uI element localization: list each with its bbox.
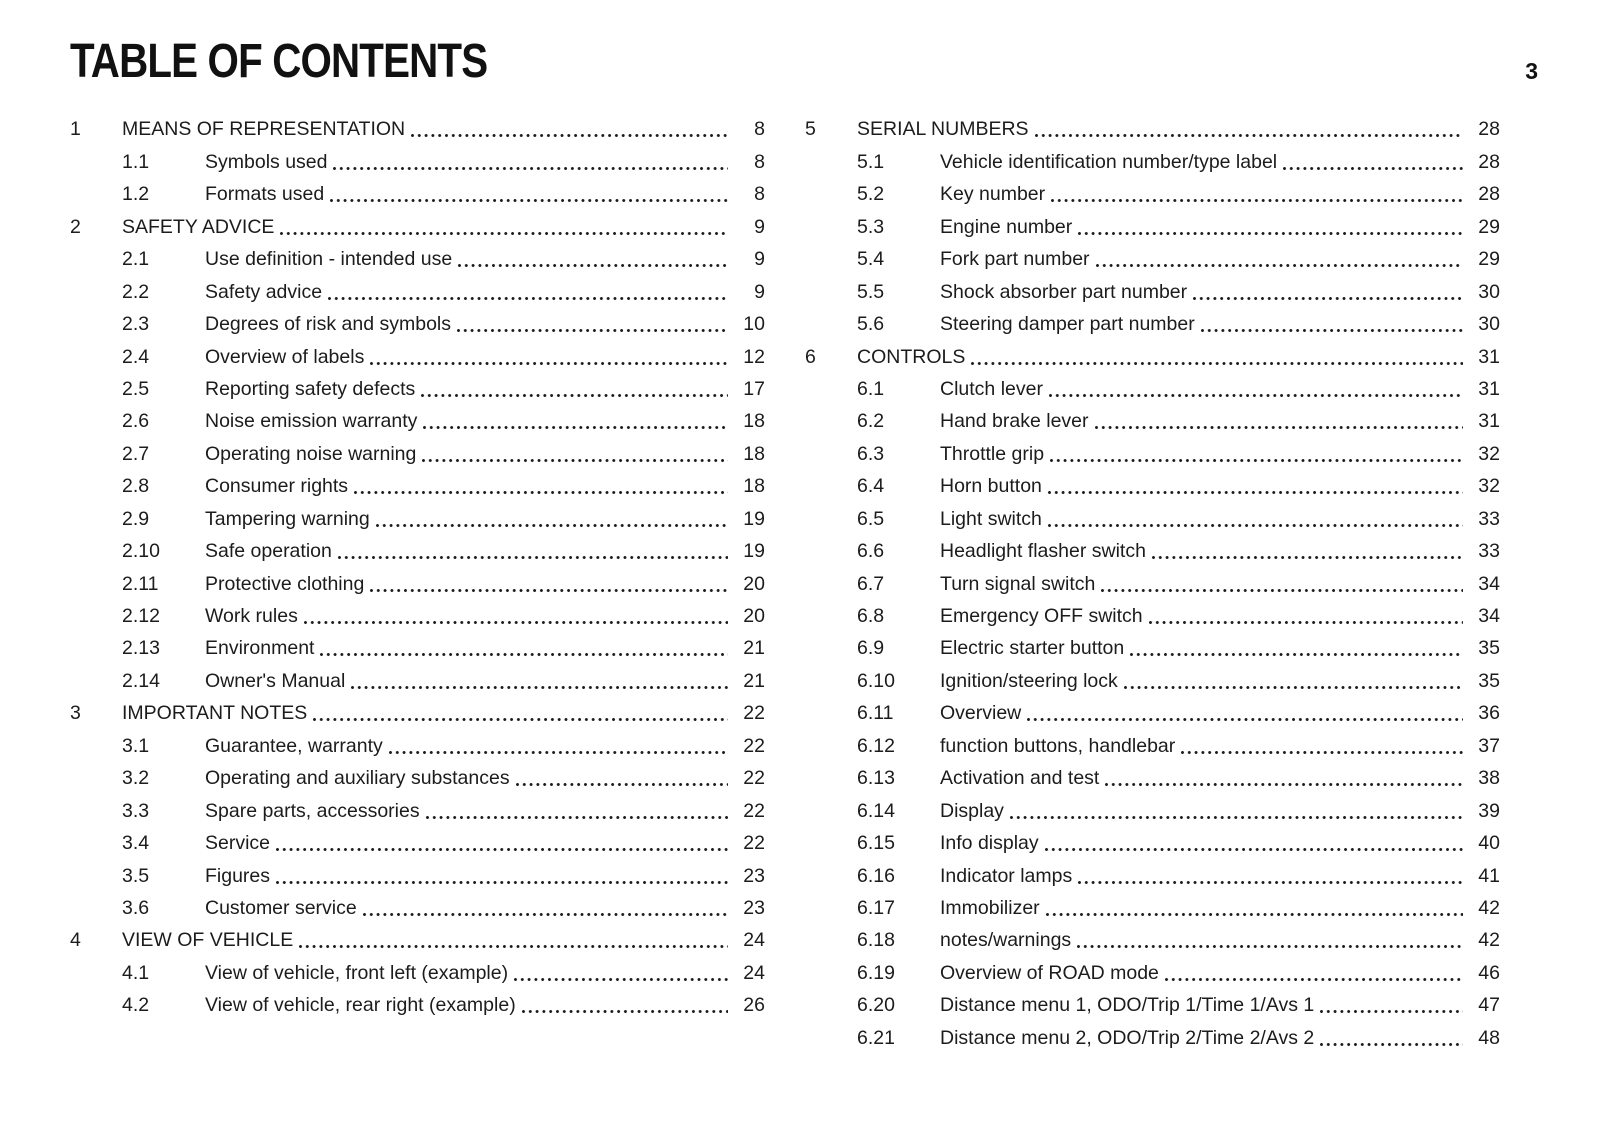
page-header: [70, 34, 1538, 89]
toc-item-number: 6.6: [857, 540, 885, 563]
toc-item-page-ref: 35: [1478, 637, 1500, 660]
toc-item-page-ref: 34: [1478, 605, 1500, 627]
toc-column-right: [805, 114, 1500, 1055]
dot-leader: [458, 264, 728, 267]
toc-item-page-ref: 17: [743, 377, 765, 400]
toc-item-number: 6.16: [857, 864, 895, 887]
dot-leader: [1130, 653, 1463, 656]
toc-item-title: Tampering warning: [205, 507, 370, 530]
toc-item-title: Formats used: [205, 183, 325, 206]
dot-leader: [330, 199, 728, 202]
toc-columns: [70, 114, 1500, 1055]
dot-leader: [338, 556, 728, 559]
toc-item-row: [805, 601, 1500, 633]
toc-column-left: [70, 114, 765, 1055]
toc-item-row: [805, 698, 1500, 730]
toc-item-number: 2.3: [122, 313, 150, 336]
toc-item-title: Use definition - intended use: [205, 248, 453, 271]
toc-item-row: [70, 244, 765, 276]
toc-item-title: Display: [940, 799, 1004, 822]
toc-item-page-ref: 23: [743, 896, 765, 919]
toc-item-title: function buttons, handlebar: [940, 734, 1176, 757]
toc-item-number: 6.11: [857, 702, 894, 725]
toc-item-number: 6.1: [857, 377, 885, 400]
toc-item-row: [805, 925, 1500, 957]
toc-item-number: 3.4: [122, 832, 150, 855]
toc-item-title: Reporting safety defects: [205, 377, 416, 400]
toc-item-row: [70, 828, 765, 860]
toc-item-page-ref: 33: [1478, 507, 1500, 530]
dot-leader: [299, 945, 728, 948]
dot-leader: [1048, 524, 1463, 527]
toc-item-row: [805, 276, 1500, 308]
toc-item-title: Headlight flasher switch: [940, 540, 1146, 563]
toc-item-row: [805, 438, 1500, 470]
toc-item-number: 2.11: [122, 572, 159, 595]
toc-section-number: 6: [805, 345, 816, 368]
dot-leader: [1027, 718, 1463, 721]
toc-item-title: Overview of labels: [205, 345, 365, 368]
toc-section-page-ref: 8: [754, 118, 765, 141]
toc-item-title: Spare parts, accessories: [205, 799, 420, 822]
dot-leader: [354, 491, 728, 494]
toc-item-number: 6.20: [857, 994, 895, 1017]
toc-section-number: 4: [70, 929, 81, 952]
toc-item-title: Environment: [205, 637, 315, 660]
toc-item-row: [805, 860, 1500, 892]
toc-item-row: [805, 406, 1500, 438]
dot-leader: [376, 524, 728, 527]
toc-section-page-ref: 28: [1478, 118, 1500, 141]
toc-item-page-ref: 9: [754, 248, 765, 271]
dot-leader: [276, 848, 728, 851]
dot-leader: [1046, 913, 1463, 916]
dot-leader: [370, 362, 728, 365]
toc-item-page-ref: 30: [1478, 280, 1500, 303]
toc-item-title: Turn signal switch: [940, 572, 1096, 595]
toc-item-number: 6.19: [857, 961, 895, 984]
toc-item-number: 4.2: [122, 994, 150, 1017]
toc-item-row: [805, 244, 1500, 276]
dot-leader: [516, 783, 728, 786]
dot-leader: [1201, 329, 1463, 332]
toc-item-title: Figures: [205, 864, 271, 887]
toc-item-number: 2.5: [122, 377, 150, 400]
toc-item-page-ref: 30: [1478, 313, 1500, 336]
dot-leader: [363, 913, 728, 916]
toc-item-number: 6.8: [857, 605, 885, 627]
toc-item-number: 6.9: [857, 637, 885, 660]
dot-leader: [1078, 232, 1463, 235]
toc-item-row: [70, 990, 765, 1022]
toc-item-number: 2.10: [122, 540, 160, 563]
toc-item-title: Consumer rights: [205, 475, 349, 498]
toc-item-title: Indicator lamps: [940, 864, 1073, 887]
toc-item-row: [70, 341, 765, 373]
toc-section-row: [805, 114, 1500, 146]
toc-section-title: SERIAL NUMBERS: [857, 118, 1029, 141]
toc-item-number: 6.4: [857, 475, 885, 498]
toc-item-number: 5.4: [857, 248, 885, 271]
dot-leader: [426, 816, 728, 819]
toc-item-title: Noise emission warranty: [205, 410, 418, 433]
toc-item-row: [805, 763, 1500, 795]
toc-item-row: [70, 438, 765, 470]
dot-leader: [1095, 426, 1464, 429]
toc-item-page-ref: 22: [743, 767, 765, 790]
toc-item-page-ref: 9: [754, 280, 765, 303]
toc-item-page-ref: 18: [743, 442, 765, 465]
toc-item-number: 1.1: [122, 150, 150, 173]
toc-item-row: [805, 179, 1500, 211]
toc-item-number: 6.21: [857, 1026, 895, 1049]
dot-leader: [1320, 1010, 1463, 1013]
toc-item-number: 3.1: [122, 734, 150, 757]
toc-item-number: 3.5: [122, 864, 150, 887]
toc-item-number: 2.13: [122, 637, 160, 660]
toc-item-number: 6.5: [857, 507, 885, 530]
toc-item-row: [70, 503, 765, 535]
toc-item-row: [805, 374, 1500, 406]
toc-item-page-ref: 26: [743, 994, 765, 1017]
toc-item-row: [70, 146, 765, 178]
toc-item-number: 6.15: [857, 832, 895, 855]
toc-section-row: [70, 698, 765, 730]
dot-leader: [423, 426, 728, 429]
toc-item-title: Operating noise warning: [205, 442, 417, 465]
dot-leader: [1320, 1043, 1463, 1046]
toc-item-title: Overview: [940, 702, 1022, 725]
dot-leader: [1105, 783, 1463, 786]
toc-item-page-ref: 41: [1478, 864, 1500, 887]
toc-item-title: Distance menu 2, ODO/Trip 2/Time 2/Avs 2: [940, 1026, 1315, 1049]
toc-item-title: Vehicle identification number/type label: [940, 150, 1278, 173]
toc-item-title: Degrees of risk and symbols: [205, 313, 452, 336]
toc-section-number: 5: [805, 118, 816, 141]
dot-leader: [1050, 459, 1463, 462]
dot-leader: [421, 394, 728, 397]
toc-item-row: [805, 309, 1500, 341]
dot-leader: [1048, 491, 1463, 494]
toc-item-row: [70, 406, 765, 438]
toc-item-number: 3.2: [122, 767, 150, 790]
toc-item-number: 2.12: [122, 605, 160, 627]
toc-section-page-ref: 22: [743, 702, 765, 725]
toc-item-page-ref: 32: [1478, 475, 1500, 498]
toc-item-title: Info display: [940, 832, 1039, 855]
toc-item-row: [70, 957, 765, 989]
toc-item-number: 2.4: [122, 345, 150, 368]
dot-leader: [1078, 881, 1463, 884]
toc-item-row: [70, 471, 765, 503]
toc-item-page-ref: 23: [743, 864, 765, 887]
toc-section-title: SAFETY ADVICE: [122, 215, 275, 238]
toc-item-title: Activation and test: [940, 767, 1100, 790]
toc-item-row: [70, 665, 765, 697]
toc-item-number: 6.14: [857, 799, 895, 822]
toc-section-page-ref: 24: [743, 929, 765, 952]
toc-item-page-ref: 33: [1478, 540, 1500, 563]
toc-item-row: [70, 633, 765, 665]
dot-leader: [1165, 978, 1463, 981]
toc-item-page-ref: 10: [743, 313, 765, 336]
toc-item-title: Key number: [940, 183, 1046, 206]
toc-section-title: MEANS OF REPRESENTATION: [122, 118, 406, 141]
toc-section-row: [805, 341, 1500, 373]
toc-section-page-ref: 31: [1478, 345, 1500, 368]
toc-item-row: [805, 503, 1500, 535]
toc-item-row: [805, 536, 1500, 568]
toc-section-page-ref: 9: [754, 215, 765, 238]
dot-leader: [1035, 134, 1463, 137]
dot-leader: [1152, 556, 1463, 559]
toc-item-number: 2.14: [122, 669, 160, 692]
toc-section-row: [70, 211, 765, 243]
toc-item-page-ref: 38: [1478, 767, 1500, 790]
toc-item-page-ref: 31: [1478, 377, 1500, 400]
toc-item-title: Fork part number: [940, 248, 1090, 271]
toc-item-row: [805, 211, 1500, 243]
toc-item-page-ref: 20: [743, 605, 765, 627]
toc-item-page-ref: 28: [1478, 150, 1500, 173]
dot-leader: [1096, 264, 1463, 267]
toc-item-title: Symbols used: [205, 150, 328, 173]
dot-leader: [351, 686, 728, 689]
toc-item-title: Ignition/steering lock: [940, 669, 1118, 692]
toc-item-page-ref: 48: [1478, 1026, 1500, 1049]
toc-item-page-ref: 18: [743, 475, 765, 498]
toc-item-number: 4.1: [122, 961, 150, 984]
dot-leader: [1010, 816, 1463, 819]
toc-section-number: 1: [70, 118, 81, 141]
toc-item-page-ref: 28: [1478, 183, 1500, 206]
toc-item-page-ref: 34: [1478, 572, 1500, 595]
toc-item-title: Electric starter button: [940, 637, 1125, 660]
dot-leader: [276, 881, 728, 884]
toc-item-title: Throttle grip: [940, 442, 1045, 465]
dot-leader: [411, 134, 728, 137]
toc-section-title: VIEW OF VEHICLE: [122, 929, 294, 952]
toc-item-title: Safe operation: [205, 540, 332, 563]
toc-item-title: Distance menu 1, ODO/Trip 1/Time 1/Avs 1: [940, 994, 1315, 1017]
toc-item-page-ref: 24: [743, 961, 765, 984]
toc-item-page-ref: 40: [1478, 832, 1500, 855]
toc-item-number: 1.2: [122, 183, 150, 206]
dot-leader: [280, 232, 728, 235]
toc-item-number: 6.2: [857, 410, 885, 433]
toc-item-number: 6.17: [857, 896, 895, 919]
dot-leader: [313, 718, 728, 721]
toc-item-number: 6.3: [857, 442, 885, 465]
toc-item-row: [805, 795, 1500, 827]
toc-item-row: [70, 568, 765, 600]
dot-leader: [1045, 848, 1463, 851]
toc-item-row: [805, 828, 1500, 860]
toc-item-title: Operating and auxiliary substances: [205, 767, 510, 790]
toc-item-number: 6.13: [857, 767, 895, 790]
toc-section-title: CONTROLS: [857, 345, 966, 368]
toc-item-page-ref: 39: [1478, 799, 1500, 822]
toc-item-page-ref: 21: [743, 637, 765, 660]
toc-item-row: [70, 601, 765, 633]
dot-leader: [1124, 686, 1463, 689]
dot-leader: [1181, 751, 1463, 754]
toc-item-row: [70, 179, 765, 211]
toc-item-page-ref: 8: [754, 183, 765, 206]
toc-item-number: 5.2: [857, 183, 885, 206]
toc-item-number: 6.18: [857, 929, 895, 952]
toc-item-title: Horn button: [940, 475, 1042, 498]
toc-item-title: Overview of ROAD mode: [940, 961, 1159, 984]
toc-item-number: 5.5: [857, 280, 885, 303]
toc-item-page-ref: 29: [1478, 215, 1500, 238]
dot-leader: [422, 459, 728, 462]
toc-item-number: 5.6: [857, 313, 885, 336]
toc-item-number: 5.1: [857, 150, 885, 173]
toc-item-title: Clutch lever: [940, 377, 1043, 400]
toc-item-title: Shock absorber part number: [940, 280, 1188, 303]
toc-item-number: 6.10: [857, 669, 895, 692]
toc-item-row: [805, 146, 1500, 178]
toc-item-page-ref: 42: [1478, 929, 1500, 952]
toc-item-page-ref: 46: [1478, 961, 1500, 984]
dot-leader: [1049, 394, 1463, 397]
toc-item-row: [70, 276, 765, 308]
toc-item-page-ref: 12: [743, 345, 765, 368]
dot-leader: [1077, 945, 1463, 948]
dot-leader: [320, 653, 728, 656]
dot-leader: [514, 978, 728, 981]
toc-item-page-ref: 22: [743, 734, 765, 757]
toc-item-number: 2.1: [122, 248, 150, 271]
toc-item-title: Emergency OFF switch: [940, 605, 1143, 627]
toc-item-page-ref: 18: [743, 410, 765, 433]
toc-item-title: View of vehicle, rear right (example): [205, 994, 516, 1017]
dot-leader: [1283, 167, 1463, 170]
toc-item-row: [805, 471, 1500, 503]
dot-leader: [389, 751, 728, 754]
toc-item-title: View of vehicle, front left (example): [205, 961, 509, 984]
toc-item-page-ref: 22: [743, 799, 765, 822]
dot-leader: [1193, 297, 1463, 300]
dot-leader: [971, 362, 1463, 365]
toc-item-number: 6.12: [857, 734, 895, 757]
toc-section-row: [70, 925, 765, 957]
toc-section-number: 2: [70, 215, 81, 238]
toc-item-page-ref: 22: [743, 832, 765, 855]
dot-leader: [370, 589, 728, 592]
toc-item-row: [805, 730, 1500, 762]
dot-leader: [1051, 199, 1463, 202]
toc-item-title: Steering damper part number: [940, 313, 1195, 336]
dot-leader: [1101, 589, 1463, 592]
toc-item-title: Work rules: [205, 605, 298, 627]
toc-item-number: 2.6: [122, 410, 150, 433]
page-number: 3: [1525, 58, 1538, 84]
toc-item-number: 2.9: [122, 507, 150, 530]
toc-section-title: IMPORTANT NOTES: [122, 702, 308, 725]
toc-item-page-ref: 35: [1478, 669, 1500, 692]
dot-leader: [1149, 621, 1463, 624]
toc-item-title: Owner's Manual: [205, 669, 346, 692]
toc-item-page-ref: 29: [1478, 248, 1500, 271]
toc-item-page-ref: 47: [1478, 994, 1500, 1017]
dot-leader: [522, 1010, 728, 1013]
toc-item-number: 5.3: [857, 215, 885, 238]
page-title: TABLE OF CONTENTS: [70, 35, 488, 88]
toc-item-page-ref: 19: [743, 540, 765, 563]
toc-item-title: Hand brake lever: [940, 410, 1089, 433]
toc-item-page-ref: 32: [1478, 442, 1500, 465]
toc-item-page-ref: 37: [1478, 734, 1500, 757]
toc-item-title: notes/warnings: [940, 929, 1072, 952]
toc-item-row: [70, 795, 765, 827]
toc-item-number: 2.7: [122, 442, 150, 465]
toc-item-row: [70, 730, 765, 762]
toc-item-row: [805, 957, 1500, 989]
toc-item-page-ref: 42: [1478, 896, 1500, 919]
toc-item-row: [805, 893, 1500, 925]
toc-item-row: [805, 1022, 1500, 1054]
toc-item-title: Protective clothing: [205, 572, 365, 595]
toc-item-page-ref: 8: [754, 150, 765, 173]
toc-item-number: 3.6: [122, 896, 150, 919]
toc-item-title: Safety advice: [205, 280, 323, 303]
toc-item-number: 6.7: [857, 572, 885, 595]
toc-item-row: [70, 309, 765, 341]
toc-item-title: Engine number: [940, 215, 1073, 238]
toc-section-number: 3: [70, 702, 81, 725]
toc-item-page-ref: 31: [1478, 410, 1500, 433]
toc-item-row: [805, 633, 1500, 665]
toc-item-row: [805, 665, 1500, 697]
dot-leader: [457, 329, 728, 332]
toc-item-row: [805, 990, 1500, 1022]
toc-item-row: [70, 763, 765, 795]
toc-item-page-ref: 19: [743, 507, 765, 530]
toc-item-row: [70, 860, 765, 892]
toc-item-title: Immobilizer: [940, 896, 1040, 919]
toc-item-number: 2.2: [122, 280, 150, 303]
toc-section-row: [70, 114, 765, 146]
toc-item-number: 2.8: [122, 475, 150, 498]
dot-leader: [304, 621, 728, 624]
toc-item-number: 3.3: [122, 799, 150, 822]
toc-item-row: [70, 893, 765, 925]
toc-item-row: [805, 568, 1500, 600]
toc-item-page-ref: 21: [743, 669, 765, 692]
toc-item-row: [70, 536, 765, 568]
toc-item-row: [70, 374, 765, 406]
toc-item-page-ref: 36: [1478, 702, 1500, 725]
toc-item-title: Light switch: [940, 507, 1042, 530]
toc-item-title: Guarantee, warranty: [205, 734, 383, 757]
dot-leader: [328, 297, 728, 300]
dot-leader: [333, 167, 728, 170]
toc-item-page-ref: 20: [743, 572, 765, 595]
toc-item-title: Customer service: [205, 896, 357, 919]
toc-item-title: Service: [205, 832, 271, 855]
